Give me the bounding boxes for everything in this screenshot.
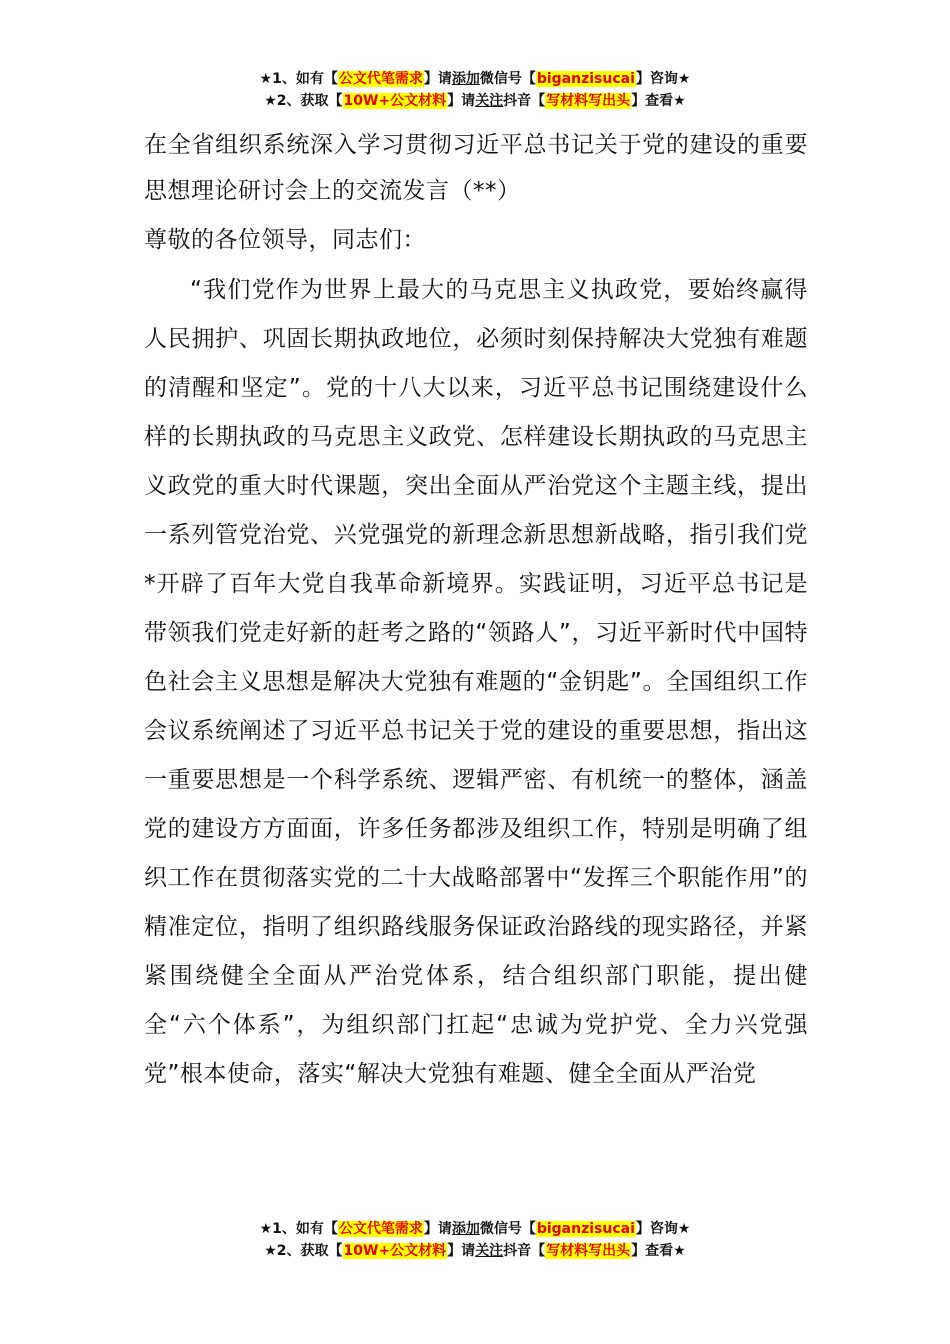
ad-highlight-wechat-id: biganzisucai bbox=[536, 1221, 635, 1237]
ad-text: 微信号【 bbox=[479, 71, 536, 87]
ad-highlight-materials: 10W+公文材料 bbox=[343, 1243, 447, 1259]
ad-underlined-text: 关注 bbox=[475, 1243, 504, 1259]
ad-highlight-service: 公文代笔需求 bbox=[338, 1221, 423, 1237]
document-body bbox=[144, 122, 808, 1099]
ad-text: ★1、如有【 bbox=[259, 1221, 338, 1237]
ad-text: 】请 bbox=[447, 1243, 476, 1259]
ad-text: 】请 bbox=[423, 71, 452, 87]
ad-text: 】请 bbox=[423, 1221, 452, 1237]
ad-text: 微信号【 bbox=[479, 1221, 536, 1237]
ad-highlight-wechat-id: biganzisucai bbox=[536, 71, 635, 87]
footer-ad-line-1 bbox=[0, 1218, 950, 1240]
ad-highlight-materials: 10W+公文材料 bbox=[343, 93, 447, 109]
ad-text: 】请 bbox=[447, 93, 476, 109]
ad-text: 】查看★ bbox=[631, 93, 686, 109]
ad-text: 抖音【 bbox=[503, 1243, 546, 1259]
ad-text: 】咨询★ bbox=[635, 71, 691, 87]
ad-highlight-douyin-account: 写材料写出头 bbox=[546, 1243, 631, 1259]
ad-highlight-service: 公文代笔需求 bbox=[338, 71, 423, 87]
header-ad-line-2 bbox=[0, 90, 950, 112]
salutation: 尊敬的各位领导，同志们： bbox=[144, 227, 426, 253]
ad-text: 抖音【 bbox=[503, 93, 546, 109]
ad-text: ★1、如有【 bbox=[259, 71, 338, 87]
ad-underlined-text: 添加 bbox=[451, 71, 480, 87]
ad-underlined-text: 关注 bbox=[475, 93, 504, 109]
ad-text: 】咨询★ bbox=[635, 1221, 691, 1237]
footer-ad-banner bbox=[0, 1218, 950, 1262]
document-title: 在全省组织系统深入学习贯彻习近平总书记关于党的建设的重要思想理论研讨会上的交流发言（**） bbox=[144, 132, 808, 204]
header-ad-banner bbox=[0, 68, 950, 112]
ad-text: ★2、获取【 bbox=[264, 1243, 343, 1259]
ad-text: 】查看★ bbox=[631, 1243, 686, 1259]
header-ad-line-1 bbox=[0, 68, 950, 90]
ad-underlined-text: 添加 bbox=[451, 1221, 480, 1237]
ad-text: ★2、获取【 bbox=[264, 93, 343, 109]
footer-ad-line-2 bbox=[0, 1240, 950, 1262]
ad-highlight-douyin-account: 写材料写出头 bbox=[546, 93, 631, 109]
body-paragraph: “我们党作为世界上最大的马克思主义执政党，要始终赢得人民拥护、巩固长期执政地位，必须时刻保持解决大党独有难题的清醒和坚定”。党的十八大以来，习近平总书记围绕建设什么样的长期执政的马克思主义政党、怎样建设长期执政的马克思主义政党的重大时代课题，突出全面从严治党这个主题主线，提出一系列管党治党、兴党强党的新理念新思想新战略，指引我们党*开辟了百年大党自我革命新境界。实践证明，习近平总书记是带领我们党走好新的赶考之路的“领路人”，习近平新时代中国特色社会主义思想是解决大党独有难题的“金钥匙”。全国组织工作会议系统阐述了习近平总书记关于党的建设的重要思想，指出这一重要思想是一个科学系统、逻辑严密、有机统一的整体，涵盖党的建设方方面面，许多任务都涉及组织工作，特别是明确了组织工作在贯彻落实党的二十大战略部署中“发挥三个职能作用”的精准定位，指明了组织路线服务保证政治路线的现实路径，并紧紧围绕健全全面从严治党体系，结合组织部门职能，提出健全“六个体系”，为组织部门扛起“忠诚为党护党、全力兴党强党”根本使命，落实“解决大党独有难题、健全全面从严治党 bbox=[144, 277, 808, 1087]
